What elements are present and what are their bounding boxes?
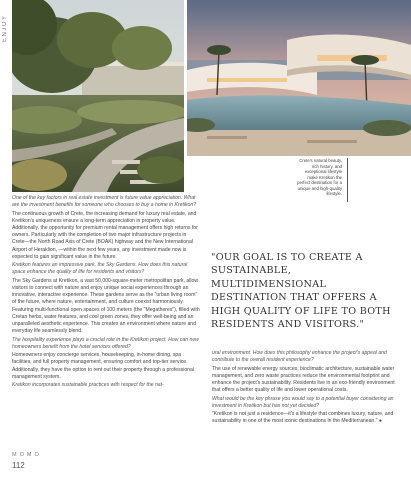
paragraph: The Sky Gardens at Kretikon, a vast 50,000-square-meter metropolitan park, allow visitors to connect with nature and enjoy unique social experiences through an innovative, interactive experience. These gardens serve as the "urban living room" of the future, where nature, entertainment, and culture coexist harmoniously. Featuring multi-functional open spaces of 100 meters (the "Megatheres"), filled with Cretan herbs, water features, and cool green zones, they offer well-being and an unparalleled aesthetic experience. This creates an environment where nature and everyday life seamlessly blend.	[12, 277, 200, 335]
resort-rendering-photo	[187, 0, 411, 156]
paragraph: Kretikon incorporates sustainable practices with respect for the nat-	[12, 382, 164, 389]
paragraph: ural environment. How does this philosophy enhance the project's appeal and contribute to the overall resident experience?	[212, 350, 387, 364]
photo-caption: Crete's natural beauty, rich history, and exceptional lifestyle make Kretikon the perfect destination for a unique and high-quality lifestyle.	[297, 158, 342, 196]
caption-divider	[347, 158, 348, 202]
page-number: 112	[12, 461, 25, 470]
article-column-left	[12, 195, 200, 391]
paragraph: The continuous growth of Crete, the increasing demand for luxury real estate, and Kretikon's uniqueness ensure a long-term appreciation in property value. Additionally, the opportunity for premium rental management offers high returns for owners. Particularly with the completion of two major infrastructure projects in Crete—the North Road Axis of Crete (BOAK) highway and the New International Airport of Heraklion, —within the next few years, any investment made now is expected to gain significant value in the future.	[12, 210, 198, 260]
section-label: ENJOY	[2, 14, 8, 42]
paragraph: One of the key factors in real estate investment is future value appreciation. What are the investment benefits for someone who chooses to buy a home in Kretikon?	[12, 195, 197, 209]
pull-quote: "OUR GOAL IS TO CREATE A SUSTAINABLE, MULTIDIMENSIONAL DESTINATION THAT OFFERS A HIGH QUALITY OF LIFE TO BOTH RESIDENTS AND VISITORS."	[211, 252, 391, 331]
paragraph: What would be the key phrase you would say to a potential buyer considering an investment in Kretikon but has not yet decided?	[212, 395, 394, 409]
paragraph: "Kretikon is not just a residence—it's a lifestyle that combines luxury, nature, and sustainability in one of the most iconic destinations in the Mediterranean." ●	[212, 411, 394, 425]
paragraph: The hospitality experience plays a crucial role in the Kretikon project. How can new homeowners benefit from the hotel services offered?	[12, 336, 199, 350]
landscaped-garden-photo	[12, 0, 184, 192]
paragraph: The use of renewable energy sources, bioclimatic architecture, sustainable water management, and zero waste practices reduce the environmental footprint and enhance the project's sustainability. Residents live in an eco-friendly environment that offers a better quality of life and lower operational costs.	[212, 365, 395, 394]
paragraph: Kretikon features an impressive park, the Sky Gardens. How does this natural space enhance the quality of life for residents and visitors?	[12, 262, 188, 276]
paragraph: Homeowners enjoy concierge services, housekeeping, in-home dining, spa facilities, and full property management, ensuring comfort and top-tier service. Additionally, they have the option to rent out their property through a professional management system.	[12, 352, 194, 380]
article-column-right	[212, 350, 398, 427]
magazine-brand: MOMO	[12, 452, 42, 458]
